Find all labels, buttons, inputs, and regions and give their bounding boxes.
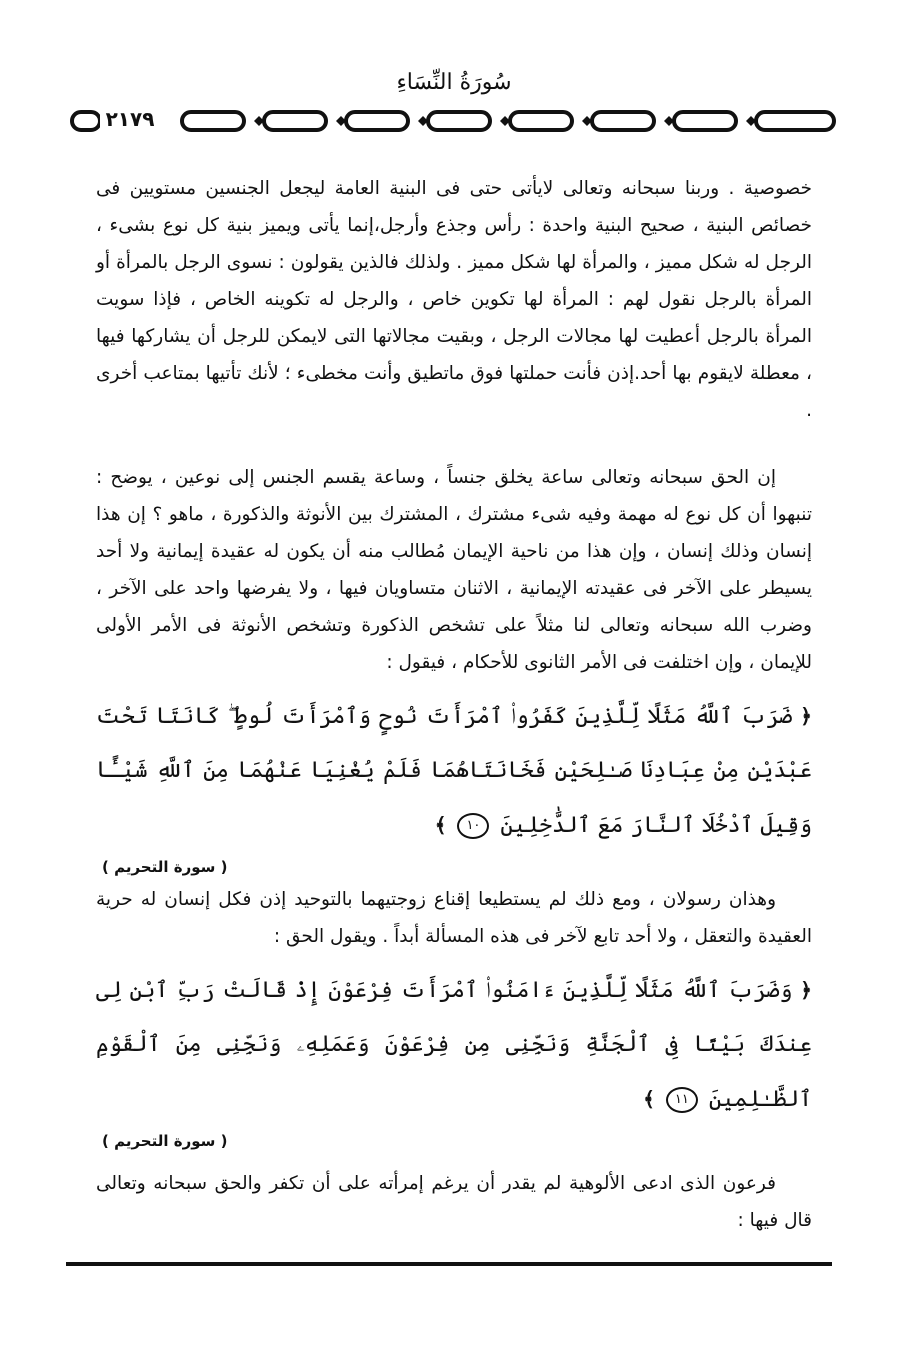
page-body: [96, 170, 812, 1239]
verse-text: وَضَرَبَ ٱللَّهُ مَثَلًا لِّلَّذِينَ ءَامَنُوا۟ ٱمْرَأَتَ فِرْعَوْنَ إِذْ قَالَتْ رَبِّ ٱبْنِ لِى عِندَكَ بَيْتًا فِى ٱلْجَنَّةِ وَنَجِّنِى مِن فِرْعَوْنَ وَعَمَلِهِۦ وَنَجِّنِى مِنَ ٱلْقَوْمِ ٱلظَّـٰلِمِينَ: [96, 978, 812, 1112]
paragraph-2: إن الحق سبحانه وتعالى ساعة يخلق جنساً ، وساعة يقسم الجنس إلى نوعين ، يوضح : تنبهوا أن كل نوع له مهمة وفيه شىء مشترك ، المشترك بين الأنوثة والذكورة ، ماهو ؟ إن هذا إنسان وذلك إنسان ، وإن هذا من ناحية الإيمان مُطالب منه أن يكون له عقيدة إيمانية ولا أحد يسيطر على الآخر فى عقيدته الإيمانية ، الاثنان متساويان فيها ، ولا يفرضها واحد على الآخر ، وضرب الله سبحانه وتعالى لنا مثلاً على تشخص الذكورة وتشخص الأنوثة فى الأمر الأولى للإيمان ، وإن اختلفت فى الأمر الثانوى للأحكام ، فيقول :: [96, 467, 812, 673]
paragraph-4: فرعون الذى ادعى الألوهية لم يقدر أن يرغم إمرأته على أن تكفر والحق سبحانه وتعالى قال فيها :: [96, 1173, 812, 1231]
verse-close-bracket: ﴾: [643, 1087, 655, 1111]
paragraph-3: وهذان رسولان ، ومع ذلك لم يستطيعا إقناع زوجتيهما بالتوحيد إذن فكل إنسان له حرية العقيدة والتعقل ، ولا أحد تابع لآخر فى هذه المسألة أبداً . ويقول الحق :: [96, 889, 812, 947]
verse-text: ضَرَبَ ٱللَّهُ مَثَلًا لِّلَّذِينَ كَفَرُوا۟ ٱمْرَأَتَ نُوحٍ وَٱمْرَأَتَ لُوطٍ ۖ كَانَتَا تَحْتَ عَبْدَيْنِ مِنْ عِبَادِنَا صَـٰلِحَيْنِ فَخَانَتَاهُمَا فَلَمْ يُغْنِيَا عَنْهُمَا مِنَ ٱللَّهِ شَيْـًٔا وَقِيلَ ٱدْخُلَا ٱلنَّارَ مَعَ ٱلدَّٰخِلِينَ: [96, 704, 812, 838]
ayah-number-icon: ١٠: [457, 813, 489, 839]
surah-title: سُورَةُ النِّسَاءِ: [396, 70, 512, 95]
page-number: ٢١٧٩: [100, 104, 160, 134]
page-header: [70, 50, 838, 140]
quran-verse-1: [96, 689, 812, 853]
ayah-number-icon: ١١: [666, 1087, 698, 1113]
paragraph-1: خصوصية . وربنا سبحانه وتعالى لايأتى حتى فى البنية العامة ليجعل الجنسين مستويين فى خصائص البنية ، صحيح البنية واحدة : رأس وجذع وأرجل،إنما يأتى ويميز بنية كل نوع بشىء ، الرجل له شكل مميز ، والمرأة لها شكل مميز . ولذلك فالذين يقولون : نسوى الرجل بالمرأة أو المرأة بالرجل نقول لهم : المرأة لها تكوين خاص ، والرجل له تكوينه الخاص ، فإذا سويت المرأة بالرجل أعطيت لها مجالات الرجل ، وبقيت مجالاتها التى لايمكن للرجل أن يشاركها فيها ، معطلة لايقوم بها أحد.إذن فأنت حملتها فوق ماتطيق وأنت مخطىء ؛ لأنك تأتيها بمتاعب أخرى .: [96, 178, 812, 421]
verse-source: ( سورة التحريم ): [102, 858, 228, 876]
ornamental-border-icon: [70, 108, 838, 134]
quran-verse-2: [96, 963, 812, 1127]
verse-open-bracket: ﴿: [800, 978, 812, 1002]
bottom-divider: [66, 1262, 832, 1266]
verse-open-bracket: ﴿: [800, 704, 812, 728]
verse-source: ( سورة التحريم ): [102, 1132, 228, 1150]
verse-close-bracket: ﴾: [434, 813, 447, 837]
